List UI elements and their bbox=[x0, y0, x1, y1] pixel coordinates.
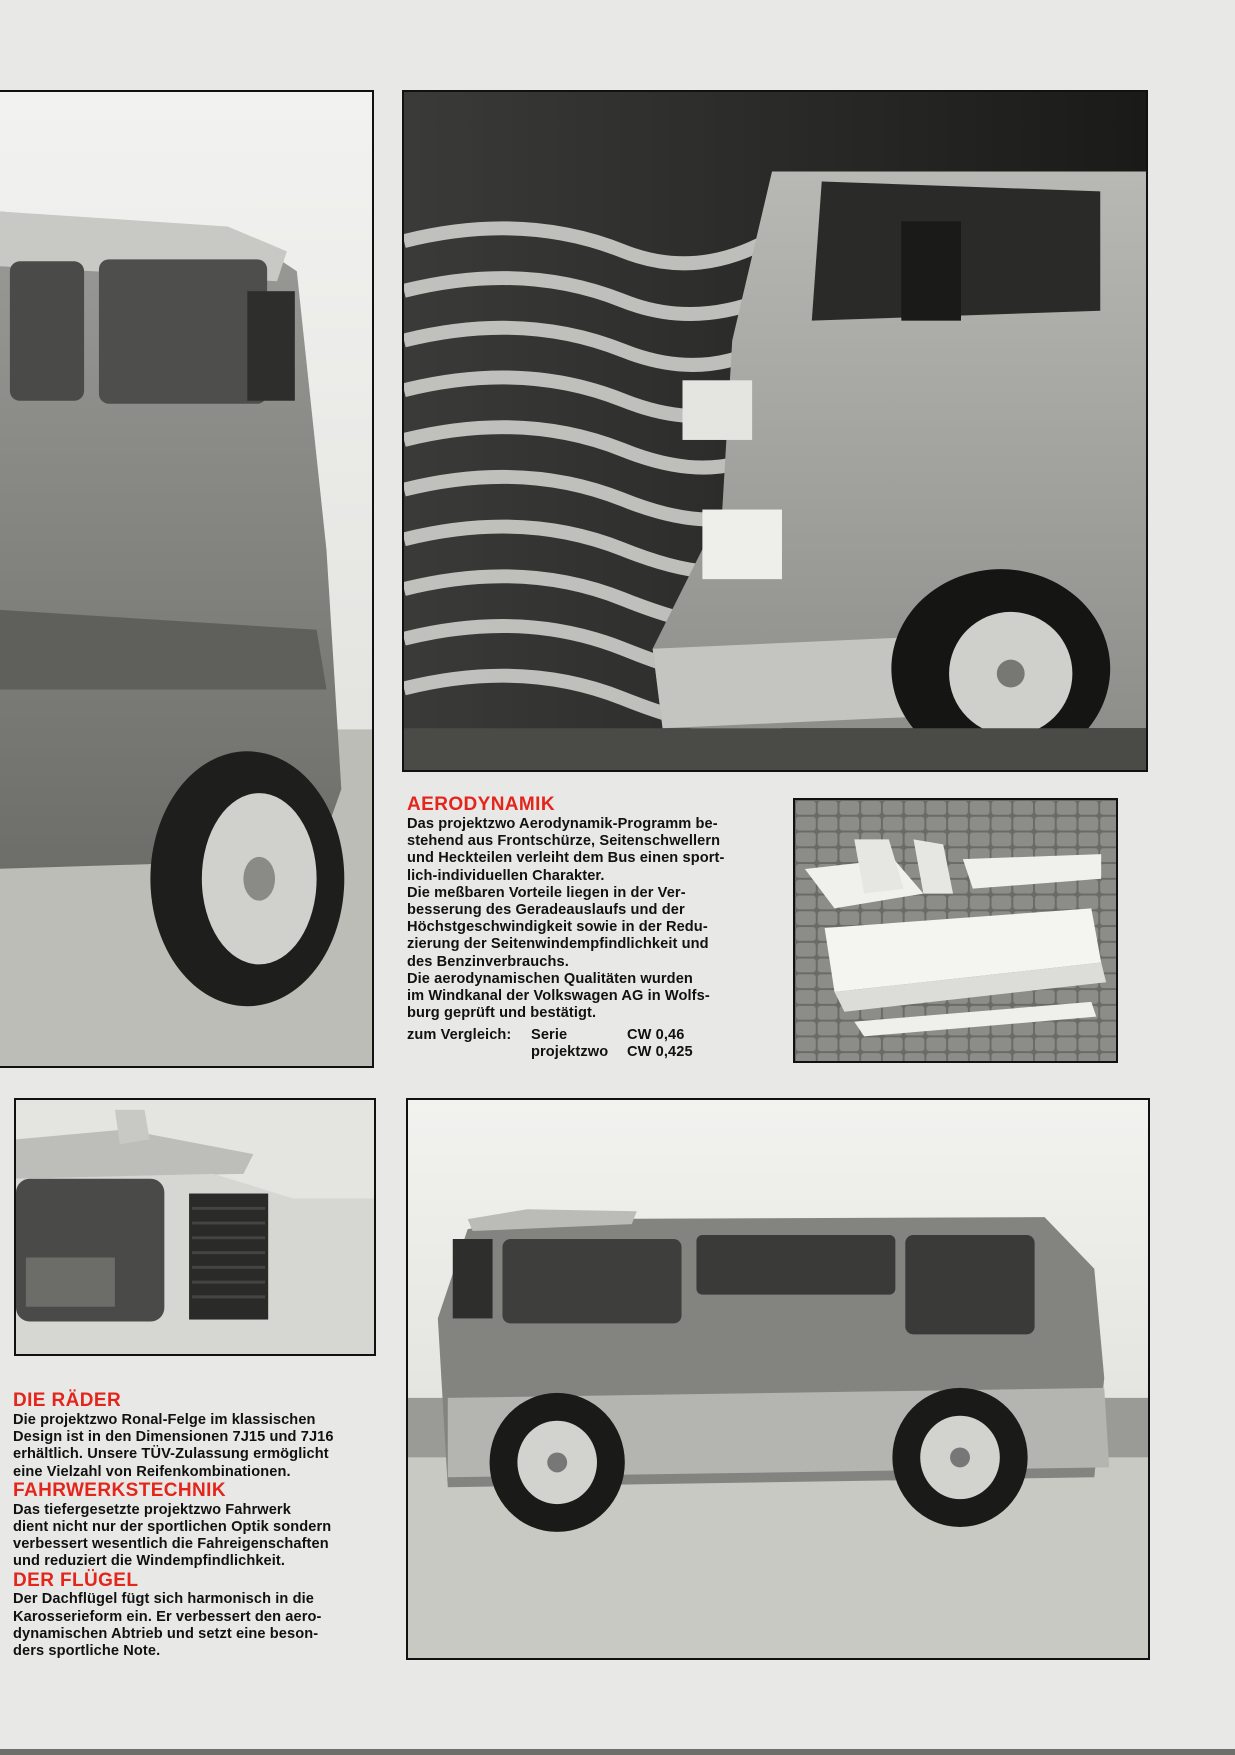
compare-row-serie-name: Serie bbox=[531, 1026, 568, 1043]
aerodynamik-body: Das projektzwo Aerodynamik-Programm be- stehend aus Frontschürze, Seitenschwellern und Heckteilen verleiht dem Bus einen sport- lich-individuellen Charakter. Die meßbaren Vorteile liegen in der Ver- besserung des Geradeauslaufs und der Höchstgeschwindigkeit sowie in der Redu- zierung der Seitenwindempfindlichkeit und des Benzinverbrauchs. Die aerodynamischen Qualitäten wurden im Windkanal der Volkswagen AG in Wolfs- burg geprüft und bestätigt. bbox=[407, 815, 725, 1022]
compare-row-serie-value: CW 0,46 bbox=[627, 1026, 685, 1043]
page-bottom-edge bbox=[0, 1749, 1235, 1755]
aerodynamik-heading: AERODYNAMIK bbox=[407, 794, 555, 815]
compare-row-projektzwo-name: projektzwo bbox=[531, 1044, 609, 1061]
raeder-body: Die projektzwo Ronal-Felge im klassischen Design ist in den Dimensionen 7J15 und 7J16 erhältlich. Unsere TÜV-Zulassung ermöglicht eine Vielzahl von Reifenkombinationen. bbox=[13, 1411, 334, 1480]
raeder-heading: DIE RÄDER bbox=[13, 1390, 122, 1411]
photo-body-kit-parts bbox=[793, 798, 1118, 1063]
fahrwerk-heading: FAHRWERKSTECHNIK bbox=[13, 1479, 226, 1501]
fahrwerk-body: Das tiefergesetzte projektzwo Fahrwerk dient nicht nur der sportlichen Optik sondern verbessert wesentlich die Fahreigenschaften und reduziert die Windempfindlichkeit. bbox=[13, 1501, 332, 1570]
photo-van-side-profile bbox=[406, 1098, 1150, 1660]
aerodynamik-section bbox=[407, 795, 777, 1062]
fluegel-heading: DER FLÜGEL bbox=[13, 1569, 139, 1591]
cw-comparison-table bbox=[407, 1027, 777, 1062]
fluegel-body: Der Dachflügel fügt sich harmonisch in die Karosserieform ein. Er verbessert den aero- dynamischen Abtrieb und setzt eine beson- ders sportliche Note. bbox=[13, 1591, 322, 1660]
compare-row-projektzwo-value: CW 0,425 bbox=[627, 1044, 693, 1061]
photo-van-rear-quarter bbox=[0, 90, 374, 1068]
van-rear-image bbox=[0, 92, 372, 1066]
roof-wing-image bbox=[16, 1100, 374, 1354]
wind-tunnel-image bbox=[404, 92, 1146, 770]
raeder-section bbox=[13, 1391, 383, 1660]
van-side-image bbox=[408, 1100, 1148, 1658]
photo-roof-wing-closeup bbox=[14, 1098, 376, 1356]
compare-label: zum Vergleich: bbox=[407, 1026, 512, 1043]
body-kit-image bbox=[795, 800, 1116, 1061]
photo-wind-tunnel bbox=[402, 90, 1148, 772]
